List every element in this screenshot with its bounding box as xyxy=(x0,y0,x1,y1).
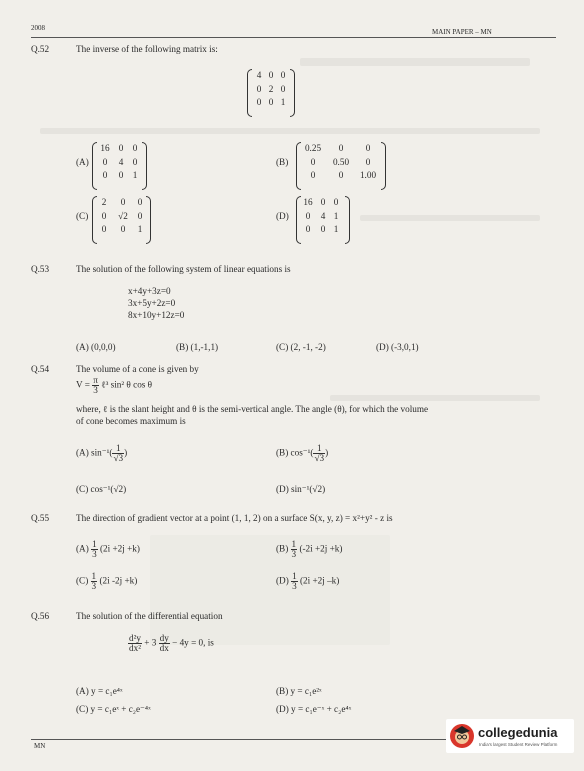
q56-text: The solution of the differential equation xyxy=(76,611,223,621)
q55-option-b[interactable]: (B) $\frac{1}{3}$ (-2i +2j +k) xyxy=(276,539,343,559)
matrix-cell: 0 xyxy=(120,224,126,234)
q56-option-b[interactable]: (B) y = c₁e²ˣ xyxy=(276,686,322,696)
matrix-cell: 1 xyxy=(333,224,339,234)
matrix-cell: 2 xyxy=(101,197,107,207)
one-over-root3: $\frac{1}{√3}$ xyxy=(314,443,325,463)
dy-dx: $\frac{dy}{dx}$ xyxy=(159,633,169,653)
option-label: (B) xyxy=(276,157,289,167)
matrix-cell: 0 xyxy=(102,156,108,167)
q54-text: The volume of a cone is given by xyxy=(76,364,199,374)
matrix-cell: 0 xyxy=(310,170,316,180)
q55-option-d[interactable]: (D) $\frac{1}{3}$ (2i +2j –k) xyxy=(276,571,340,591)
matrix-cell: 16 xyxy=(303,197,313,207)
matrix-cell: 0 xyxy=(365,143,371,153)
matrix-cell: 0 xyxy=(280,70,286,80)
one-over-root3: $\frac{1}{√3}$ xyxy=(113,443,124,463)
q56-option-a[interactable]: (A) y = c₁e⁴ˣ xyxy=(76,686,123,696)
matrix-cell: 0 xyxy=(320,197,326,207)
q52-number: Q.52 xyxy=(31,44,50,54)
matrix-cell: 1.00 xyxy=(359,170,377,180)
d2y-dx2: $\frac{\text{d²y}}{\text{dx²}}$ xyxy=(129,633,141,653)
matrix-cell: 0 xyxy=(102,170,108,180)
matrix-cell: 0 xyxy=(268,97,274,107)
q54-where-line-2: of cone becomes maximum is xyxy=(76,416,186,426)
matrix-cell: 0 xyxy=(365,156,371,167)
matrix-cell: √2 xyxy=(118,210,128,221)
brand-watermark xyxy=(446,719,574,753)
bleed-through xyxy=(360,215,540,221)
header-paper: MAIN PAPER – MN xyxy=(432,28,492,36)
q54-where-line-1: where, ℓ is the slant height and θ is the semi-vertical angle. The angle (θ), for which the volume xyxy=(76,404,429,414)
matrix-cell: 0 xyxy=(132,143,138,153)
bleed-through xyxy=(40,128,540,134)
matrix-cell: 1 xyxy=(280,97,286,107)
option-label: (A) xyxy=(76,157,89,167)
matrix-cell: 2 xyxy=(268,83,274,94)
matrix-cell: 0 xyxy=(101,210,107,221)
one-third: $\frac{1}{3}$ xyxy=(291,539,297,559)
option-label: (D) xyxy=(276,211,289,221)
q53-text: The solution of the following system of linear equations is xyxy=(76,264,291,274)
q53-option-d[interactable]: (D) (-3,0,1) xyxy=(376,342,419,352)
q54-formula xyxy=(76,376,152,395)
bleed-through xyxy=(300,58,530,66)
matrix-cell: 0 xyxy=(338,143,344,153)
q53-equation-3: 8x+10y+12z=0 xyxy=(128,310,185,320)
brand-tagline: India's largest Student Review Platform xyxy=(479,742,558,747)
q53-number: Q.53 xyxy=(31,264,50,274)
pi-over-3: $\frac{\pi}{3}$ xyxy=(93,375,98,395)
bleed-through xyxy=(330,395,540,401)
q53-equation-1: x+4y+3z=0 xyxy=(128,286,171,296)
matrix-cell: 0 xyxy=(132,156,138,167)
matrix-cell: 4 xyxy=(320,210,326,221)
q53-equation-2: 3x+5y+2z=0 xyxy=(128,298,176,308)
q56-option-c[interactable]: (C) y = c₁eˣ + c₂e⁻⁴ˣ xyxy=(76,704,151,714)
bleed-through xyxy=(150,535,390,645)
q54-option-a[interactable]: (A) sin⁻¹( $\frac{1}{√3}$ ) xyxy=(76,443,128,463)
matrix-cell: 1 xyxy=(132,170,138,180)
option-label: (C) xyxy=(76,211,89,221)
q55-option-a[interactable]: (A) $\frac{1}{3}$ (2i +2j +k) xyxy=(76,539,140,559)
q55-number: Q.55 xyxy=(31,513,50,523)
q53-option-a[interactable]: (A) (0,0,0) xyxy=(76,342,116,352)
matrix-cell: 0 xyxy=(333,197,339,207)
q53-option-b[interactable]: (B) (1,-1,1) xyxy=(176,342,219,352)
matrix-cell: 0 xyxy=(137,210,143,221)
one-third: $\frac{1}{3}$ xyxy=(91,571,97,591)
matrix-cell: 0 xyxy=(305,224,311,234)
matrix-cell: 0 xyxy=(320,224,326,234)
matrix-cell: 0 xyxy=(137,197,143,207)
matrix-cell: 0 xyxy=(118,143,124,153)
matrix-cell: 16 xyxy=(100,143,110,153)
matrix-cell: 0 xyxy=(256,97,262,107)
q56-option-d[interactable]: (D) y = c₁e⁻ˣ + c₂e⁴ˣ xyxy=(276,704,352,714)
matrix-cell: 0.25 xyxy=(304,143,322,153)
q56-equation: $\frac{\text{d²y}}{\text{dx²}}$ + 3 $\frac{dy}{dx}$ − 4y = 0, is xyxy=(129,633,214,653)
q56-number: Q.56 xyxy=(31,611,50,621)
matrix-cell: 0 xyxy=(338,170,344,180)
formula-rhs: ℓ³ sin² θ cos θ xyxy=(101,379,153,390)
q55-text: The direction of gradient vector at a point (1, 1, 2) on a surface S(x, y, z) = x²+y² - z is xyxy=(76,513,393,523)
matrix-cell: 0 xyxy=(256,83,262,94)
matrix-cell: 1 xyxy=(137,224,143,234)
one-third: $\frac{1}{3}$ xyxy=(292,571,297,591)
footer-code: MN xyxy=(34,742,46,750)
q55-option-c[interactable]: (C) $\frac{1}{3}$ (2i -2j +k) xyxy=(76,571,138,591)
q54-option-d[interactable]: (D) sin⁻¹(√2) xyxy=(276,484,326,494)
q54-option-b[interactable]: (B) cos⁻¹( $\frac{1}{√3}$ ) xyxy=(276,443,329,463)
one-third: $\frac{1}{3}$ xyxy=(92,539,97,559)
q52-text: The inverse of the following matrix is: xyxy=(76,44,218,54)
header-rule xyxy=(31,37,556,38)
matrix-cell: 0 xyxy=(118,170,124,180)
formula-lhs: V = xyxy=(76,379,90,390)
matrix-cell: 0 xyxy=(280,83,286,94)
matrix-cell: 4 xyxy=(256,70,262,80)
brand-name: collegedunia xyxy=(478,725,558,740)
matrix-cell: 0 xyxy=(268,70,274,80)
q54-number: Q.54 xyxy=(31,364,50,374)
q53-option-c[interactable]: (C) (2, -1, -2) xyxy=(276,342,326,352)
matrix-cell: 0 xyxy=(120,197,126,207)
matrix-cell: 0 xyxy=(310,156,316,167)
matrix-cell: 4 xyxy=(118,156,124,167)
student-avatar-icon xyxy=(449,722,475,750)
matrix-cell: 0 xyxy=(101,224,107,234)
matrix-cell: 0 xyxy=(305,210,311,221)
matrix-cell: 0.50 xyxy=(332,156,350,167)
q54-option-c[interactable]: (C) cos⁻¹(√2) xyxy=(76,484,127,494)
header-year: 2008 xyxy=(31,24,45,32)
matrix-cell: 1 xyxy=(333,210,339,221)
